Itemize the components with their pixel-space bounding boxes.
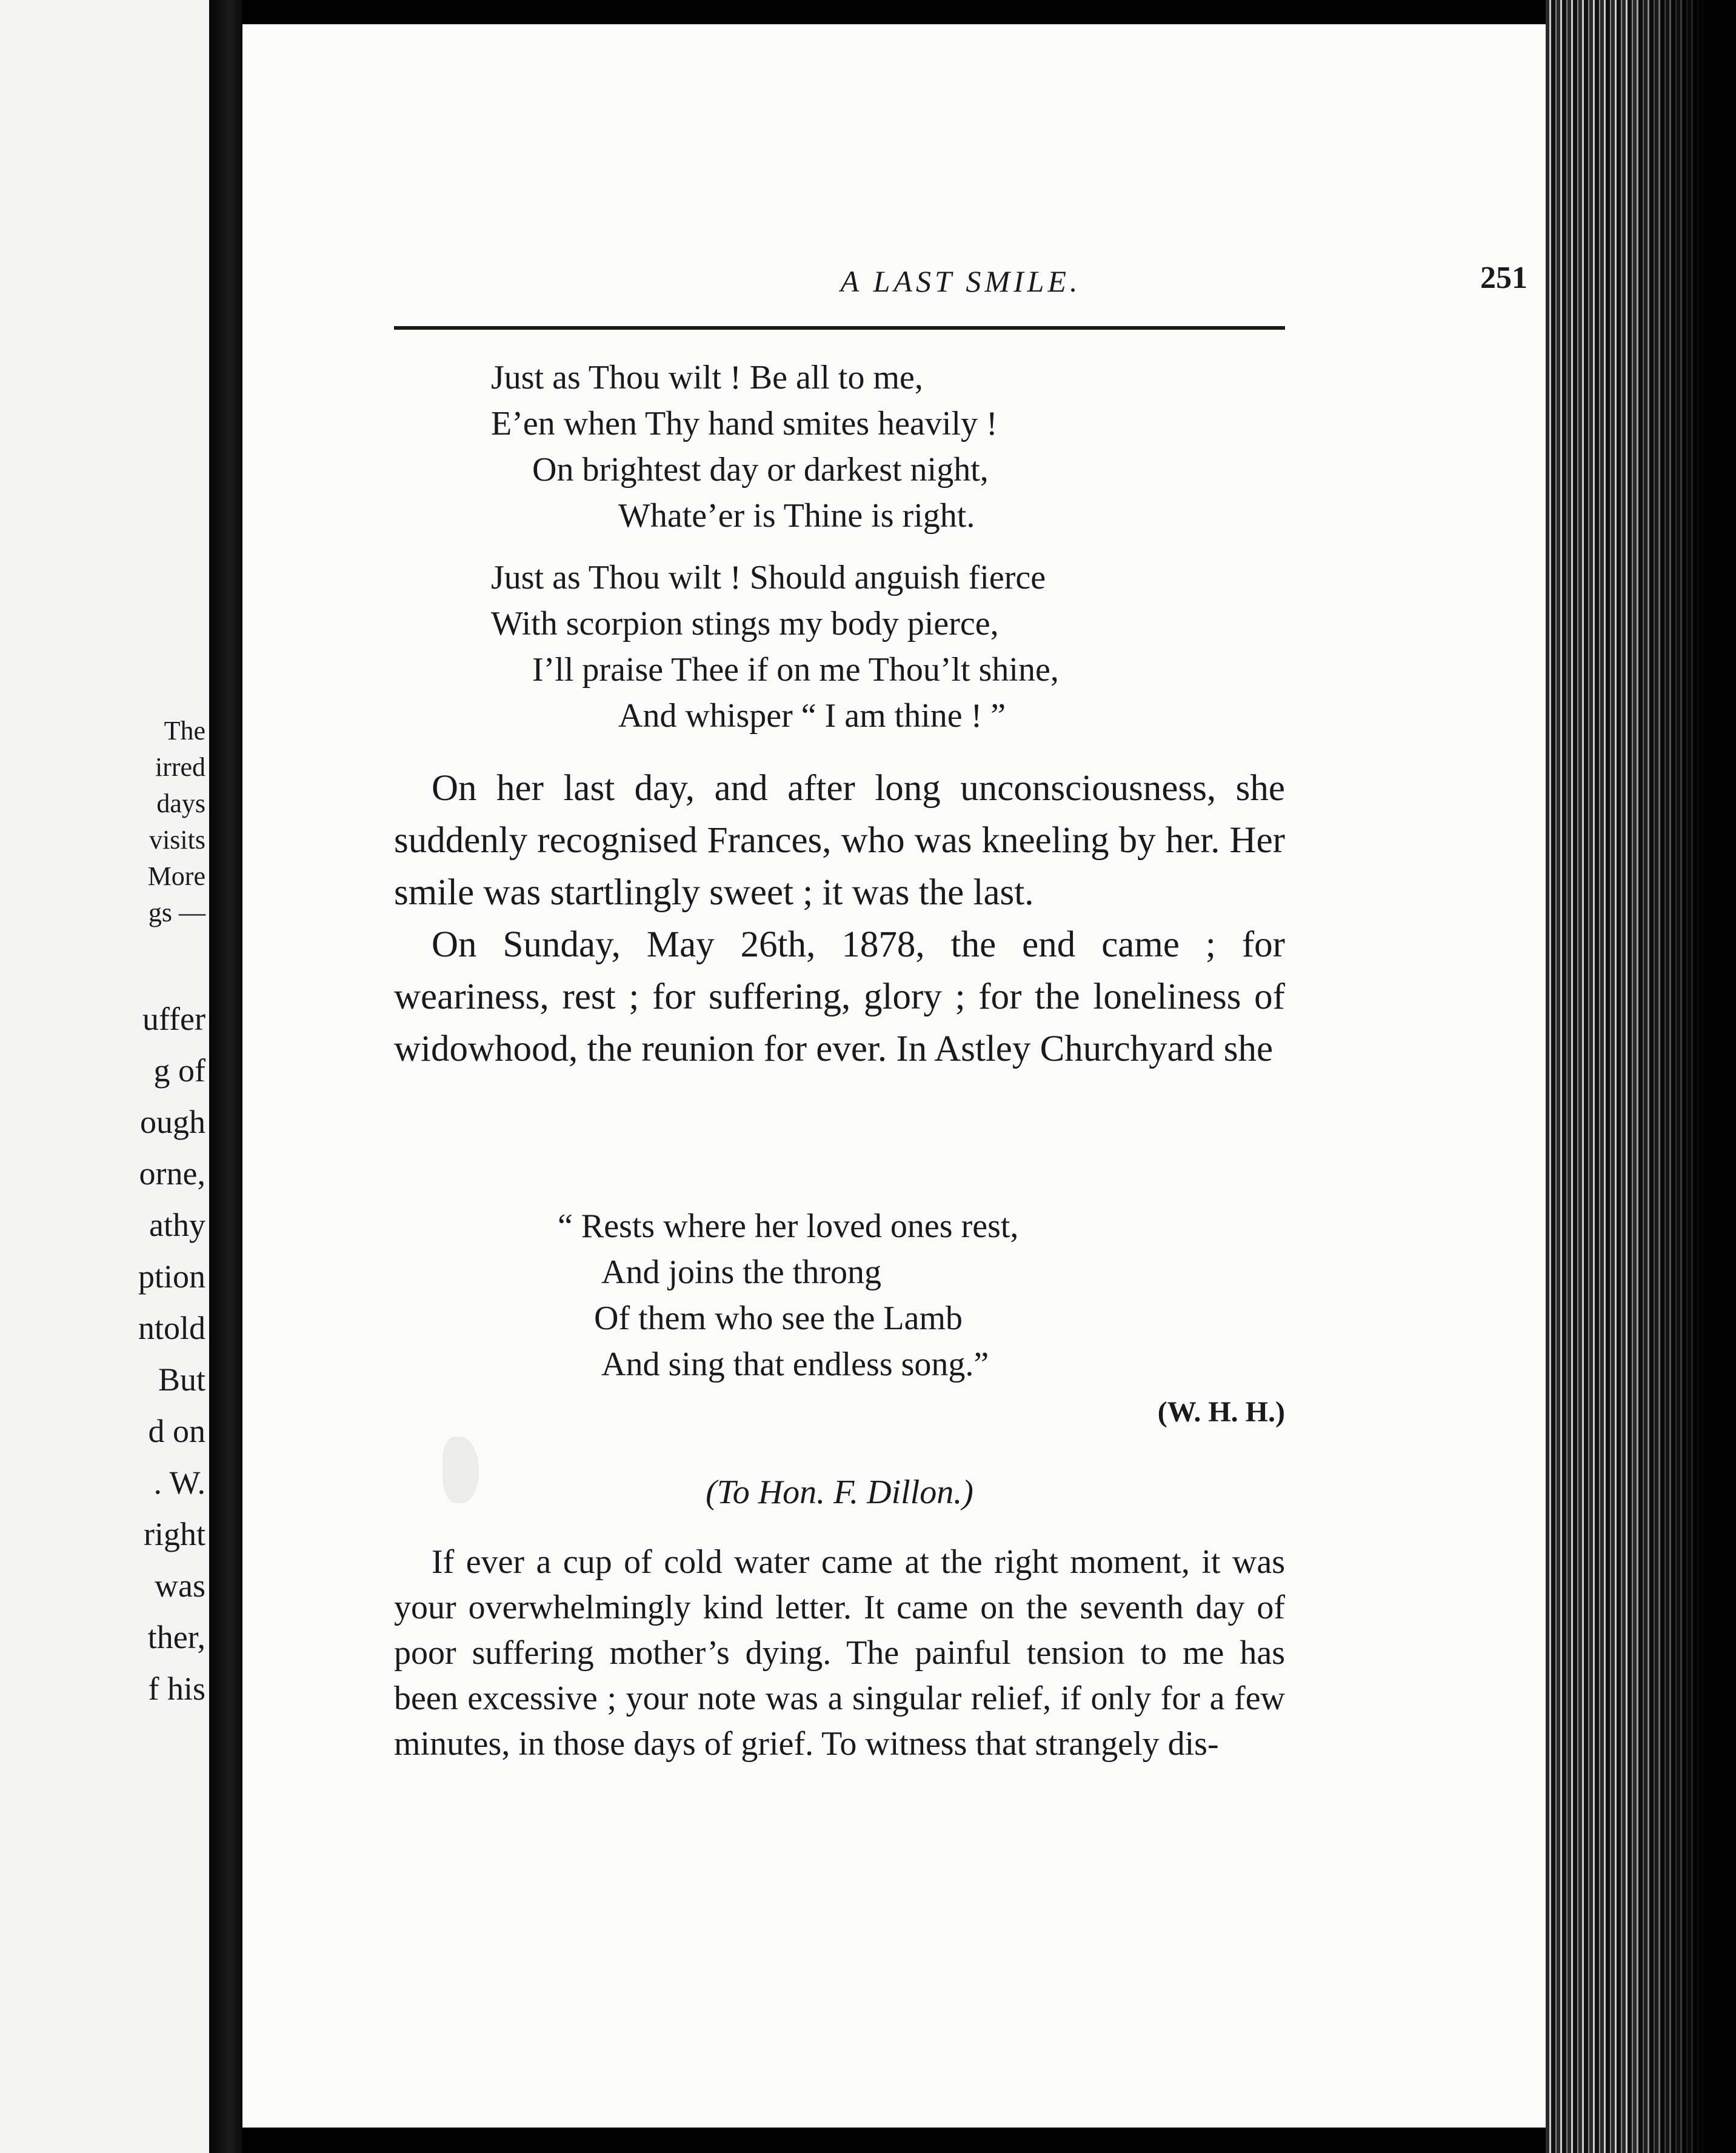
verse-line: And joins the throng [601,1253,881,1291]
left-page-text-fragment: But [158,1361,205,1398]
paragraph: On Sunday, May 26th, 1878, the end came ; for weariness, rest ; for suffering, glory ; for the loneliness of widowhood, the reunion for ever. In Astley Churchyard she [394,924,1285,1069]
left-page-text-fragment: right [144,1516,205,1552]
left-page-text-fragment: More [147,861,205,891]
prose-block [394,763,1285,1075]
book-page [242,24,1546,2128]
left-page-text-fragment: . W. [153,1464,205,1501]
running-head [394,261,1527,312]
left-page-text-fragment: ntold [138,1310,205,1346]
left-page-text-fragment: gs — [148,898,205,927]
verse-line: And sing that endless song.” [601,1346,989,1383]
verse-line: E’en when Thy hand smites heavily ! [491,405,998,442]
verse-line: I’ll praise Thee if on me Thou’lt shine, [532,651,1059,689]
left-page-text-fragment: d on [148,1413,205,1449]
poem-stanza-2 [491,555,1059,739]
left-page-text-fragment: was [155,1567,205,1604]
header-rule [394,326,1285,330]
verse-line: “ Rests where her loved ones rest, [558,1207,1019,1245]
running-title: A LAST SMILE. [840,264,1081,298]
left-page-text-fragment: days [156,789,205,818]
verse-line: Just as Thou wilt ! Be all to me, [491,359,923,396]
page-number: 251 [1480,261,1527,295]
left-page-text-fragment: orne, [139,1155,205,1192]
left-page-text-fragment: g of [153,1052,205,1089]
left-page-text-fragment: The [164,716,205,746]
left-page-text-fragment: f his [148,1671,205,1707]
paragraph: If ever a cup of cold water came at the right moment, it was your overwhelmingly kind letter. It came on the seventh day of poor suffering mother’s dying. The painful tension to me has been excessive ; your note was a singular relief, if only for a few minutes, in those days of grief. To witness that strangely dis- [394,1543,1285,1763]
left-page-text-fragment: uffer [142,1001,205,1037]
letter-heading: (To Hon. F. Dillon.) [706,1474,973,1511]
verse-line: Whate’er is Thine is right. [618,497,975,535]
left-page-text-fragment: athy [149,1207,205,1243]
verse-line: And whisper “ I am thine ! ” [618,697,1006,735]
left-page-text-fragment: ption [138,1258,205,1295]
attribution: (W. H. H.) [1157,1396,1285,1428]
left-page-text-fragment: irred [155,752,205,782]
letter-text [394,1540,1285,1767]
page-edges-shadow [1637,0,1736,2153]
paragraph: On her last day, and after long unconsciousness, she suddenly recognised Frances, who was kneeling by her. Her smile was startlingly sweet ; it was the last. [394,768,1285,913]
verse-line: With scorpion stings my body pierce, [491,605,999,643]
left-page-text-fragment: ough [140,1104,205,1140]
verse-line: Just as Thou wilt ! Should anguish fierce [491,559,1046,596]
left-facing-page [0,0,214,2153]
verse-line: On brightest day or darkest night, [532,451,989,489]
verse-line: Of them who see the Lamb [594,1300,963,1337]
left-page-text-fragment: ther, [147,1619,205,1655]
poem-stanza-1 [491,355,998,539]
book-gutter [209,0,242,2153]
left-page-text-fragment: visits [149,825,205,855]
poem-quotation [558,1203,1018,1387]
